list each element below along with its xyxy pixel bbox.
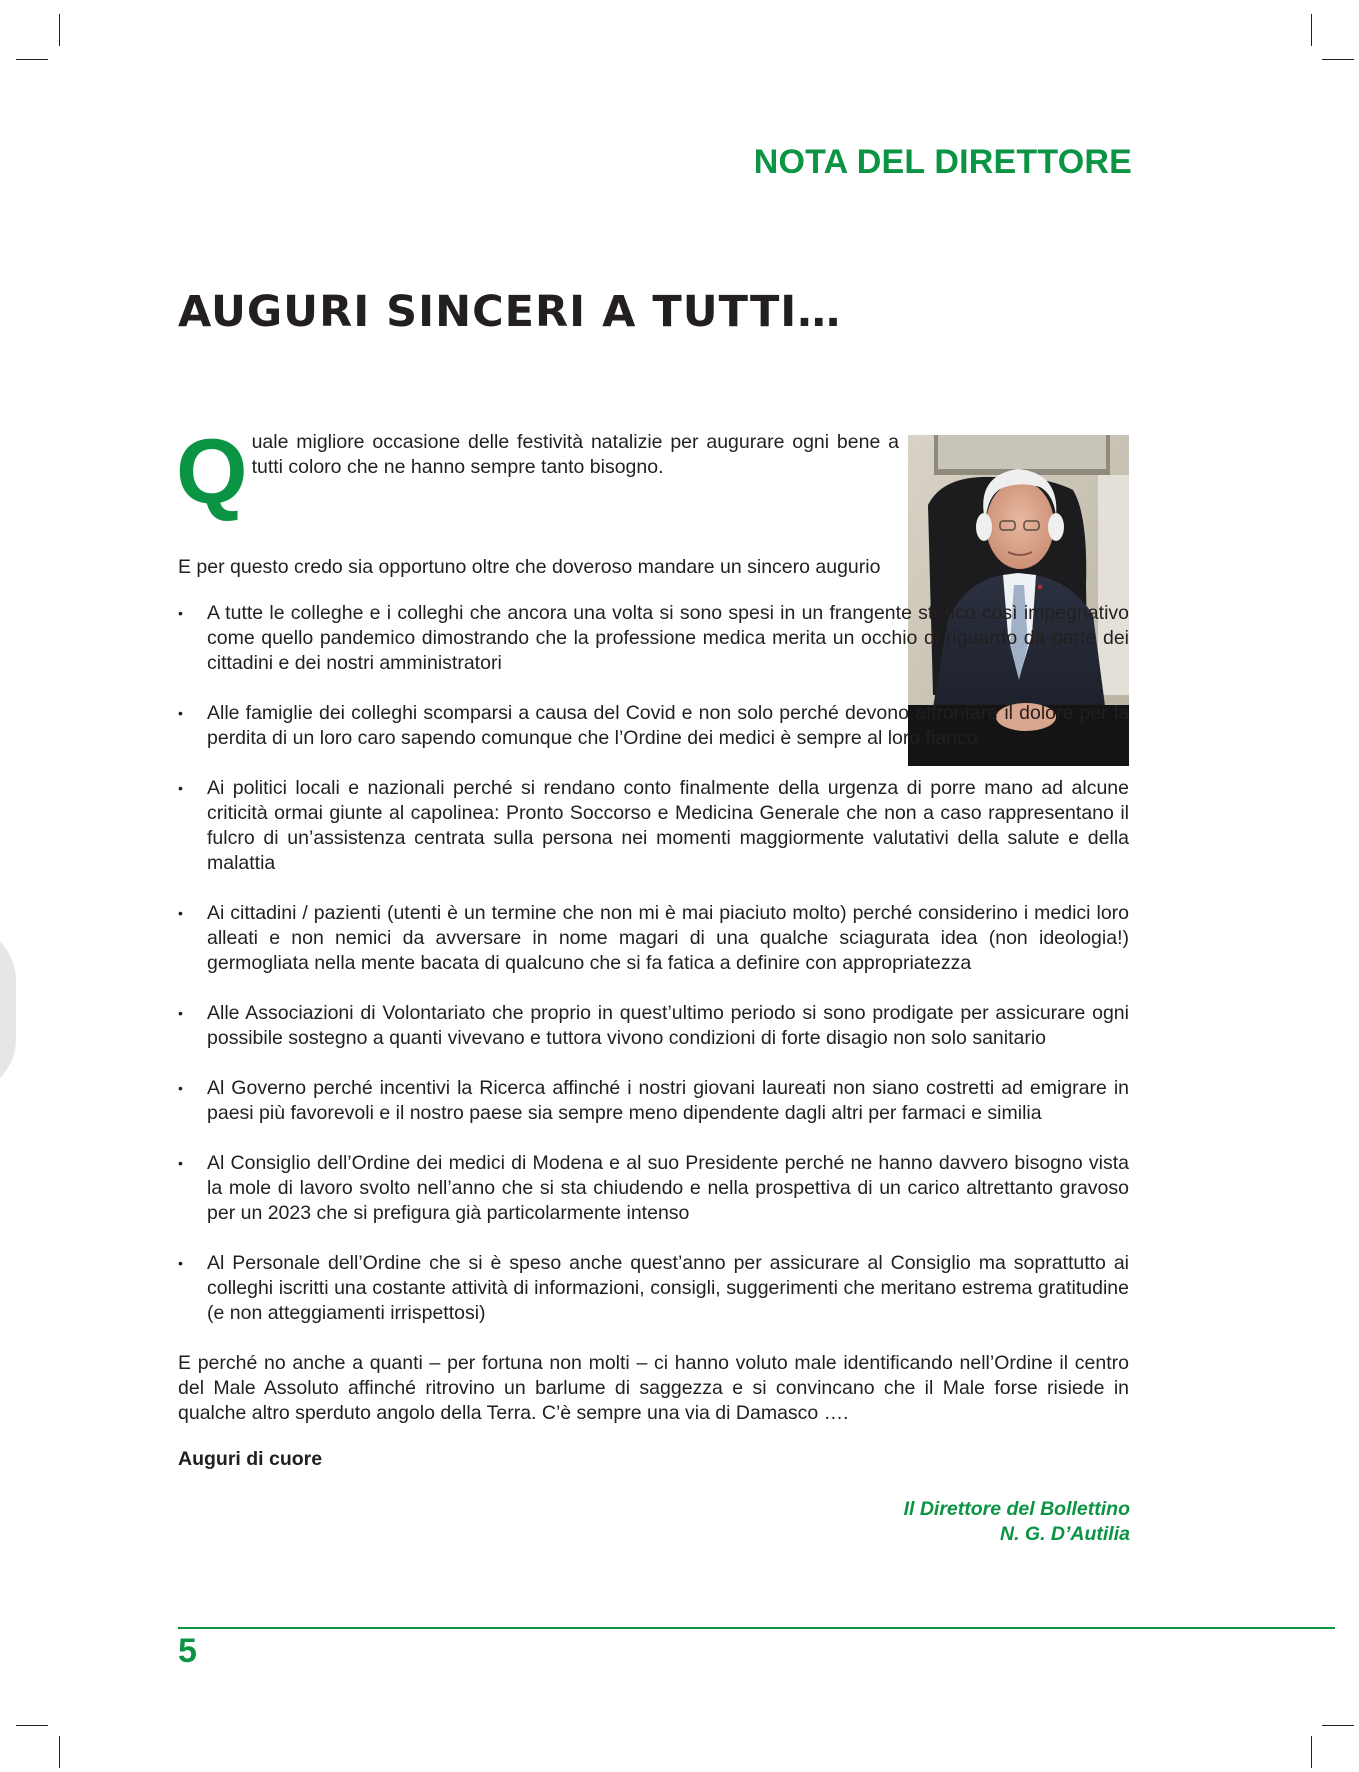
crop-mark [1322,59,1354,60]
list-item: • Al Consiglio dell’Ordine dei medici di Modena e al suo Presidente perché ne hanno davvero bisogno vista la mole di lavoro svolto nell’anno che si sta chiudendo e nella prospettiva di un carico altrettanto gravoso per un 2023 che si prefigura già particolarmente intenso [178,1152,1129,1224]
crop-mark [1311,14,1312,46]
closing-wishes: Auguri di cuore [178,1448,323,1470]
crop-mark [1322,1725,1354,1726]
crop-mark [16,1725,48,1726]
list-item: • Alle Associazioni di Volontariato che proprio in quest’ultimo periodo si sono prodigate per assicurare ogni possibile sostegno a quanti vivevano e tuttora vivono condizioni di forte disagio non solo sanitario [178,1002,1129,1049]
crop-mark [16,59,48,60]
list-item: • A tutte le colleghe e i colleghi che ancora una volta si sono spesi in un frangente storico così impegnativo come quello pandemico dimostrando che la professione medica merita un occhio di riguardo da parte dei cittadini e dei nostri amministratori [178,602,1129,674]
page-edge-decoration [0,925,16,1095]
intro-paragraph: uale migliore occasione delle festività natalizie per augurare ogni bene a tutti coloro che ne hanno sempre tanto bisogno. [251,431,899,478]
list-item: • Al Governo perché incentivi la Ricerca affinché i nostri giovani laureati non siano costretti ad emigrare in paesi più favorevoli e il nostro paese sia sempre meno dipendente dagli altri per farmaci e similia [178,1077,1129,1124]
drop-cap: Q [176,421,248,523]
closing-paragraph: E perché no anche a quanti – per fortuna non molti – ci hanno voluto male identificando nell’Ordine il centro del Male Assoluto affinché ritrovino un barlume di saggezza e si convincano che il Male forse risiede in qualche altro sperduto angolo della Terra. C’è sempre una via di Damasco …. [178,1352,1129,1424]
section-title: NOTA DEL DIRETTORE [753,143,1132,181]
footer-rule [178,1627,1335,1629]
bullet-icon: • [178,780,183,796]
list-item: • Ai politici locali e nazionali perché si rendano conto finalmente della urgenza di porre mano ad alcune criticità ormai giunte al capolinea: Pronto Soccorso e Medicina Generale che non a caso rappresentano il fulcro di un’assistenza centrata sulla persona nei momenti maggiormente valutativi della salute e della malattia [178,777,1129,874]
signature [904,1497,1130,1547]
list-item: • Alle famiglie dei colleghi scomparsi a causa del Covid e non solo perché devono affrontare il dolore per la perdita di un loro caro sapendo comunque che l’Ordine dei medici è sempre al loro fianco [178,702,1129,749]
crop-mark [59,1736,60,1768]
signature-role: Il Direttore del Bollettino [903,1498,1130,1520]
lead-paragraph: E per questo credo sia opportuno oltre che doveroso mandare un sincero augurio [178,556,881,578]
bullet-icon: • [178,1255,183,1271]
bullet-icon: • [178,1080,183,1096]
article-body [176,421,1129,1472]
signature-name: N. G. D’Autilia [999,1523,1130,1545]
page-number: 5 [178,1632,197,1670]
list-item: • Al Personale dell’Ordine che si è speso anche quest’anno per assicurare al Consiglio ma soprattutto ai colleghi iscritti una costante attività di informazioni, consigli, suggerimenti che meritano estrema gratitudine (e non atteggiamenti irrispettosi) [178,1252,1129,1324]
bullet-icon: • [178,605,183,621]
article-headline: AUGURI SINCERI A TUTTI… [178,287,842,337]
crop-mark [1311,1736,1312,1768]
bullet-icon: • [178,705,183,721]
wishes-list [178,601,1129,1326]
crop-mark [59,14,60,46]
list-item: • Ai cittadini / pazienti (utenti è un termine che non mi è mai piaciuto molto) perché considerino i medici loro alleati e non nemici da avversare in nome magari di una qualche sciagurata idea (non ideologia!) germogliata nella mente bacata di qualcuno che si fa fatica a definire con appropriatezza [178,902,1129,974]
bullet-icon: • [178,905,183,921]
bullet-icon: • [178,1155,183,1171]
bullet-icon: • [178,1005,183,1021]
